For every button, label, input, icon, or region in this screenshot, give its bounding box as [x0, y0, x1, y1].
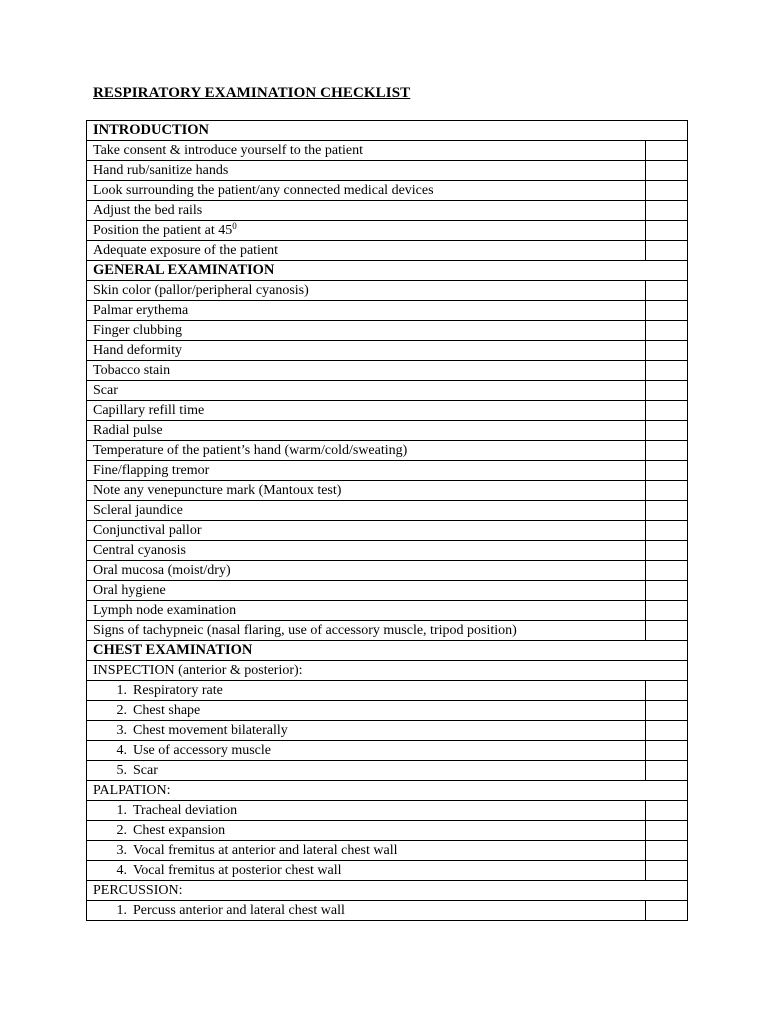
item-label — [87, 821, 646, 841]
table-row — [87, 761, 688, 781]
checkbox-cell[interactable] — [645, 521, 687, 541]
checkbox-cell[interactable] — [645, 221, 687, 241]
table-row — [87, 141, 688, 161]
checkbox-cell[interactable] — [645, 721, 687, 741]
table-row — [87, 561, 688, 581]
table-row — [87, 381, 688, 401]
table-row — [87, 901, 688, 921]
checkbox-cell[interactable] — [645, 841, 687, 861]
checkbox-cell[interactable] — [645, 461, 687, 481]
table-row — [87, 701, 688, 721]
checkbox-cell[interactable] — [645, 321, 687, 341]
table-row — [87, 821, 688, 841]
item-label: Hand deformity — [87, 341, 646, 361]
checkbox-cell[interactable] — [645, 281, 687, 301]
table-row — [87, 481, 688, 501]
item-label: Capillary refill time — [87, 401, 646, 421]
table-row — [87, 521, 688, 541]
table-row — [87, 801, 688, 821]
table-row — [87, 501, 688, 521]
table-row — [87, 181, 688, 201]
item-label — [87, 861, 646, 881]
item-text: Tracheal deviation — [133, 803, 238, 818]
table-row — [87, 281, 688, 301]
subsection-label: PERCUSSION: — [87, 881, 688, 901]
item-label: Central cyanosis — [87, 541, 646, 561]
checklist-table — [86, 120, 688, 921]
item-number: 1. — [116, 903, 127, 918]
item-text: Chest expansion — [133, 823, 226, 838]
item-text: Chest shape — [133, 703, 201, 718]
checkbox-cell[interactable] — [645, 601, 687, 621]
table-row — [87, 301, 688, 321]
item-label: Oral hygiene — [87, 581, 646, 601]
checkbox-cell[interactable] — [645, 141, 687, 161]
subsection-row — [87, 661, 688, 681]
table-row — [87, 861, 688, 881]
checkbox-cell[interactable] — [645, 241, 687, 261]
table-row — [87, 161, 688, 181]
table-row — [87, 341, 688, 361]
section-heading-row — [87, 261, 688, 281]
table-row — [87, 321, 688, 341]
item-number: 2. — [116, 703, 127, 718]
item-label: Tobacco stain — [87, 361, 646, 381]
table-row — [87, 841, 688, 861]
checkbox-cell[interactable] — [645, 541, 687, 561]
checkbox-cell[interactable] — [645, 301, 687, 321]
item-label: Scleral jaundice — [87, 501, 646, 521]
subsection-label: PALPATION: — [87, 781, 688, 801]
table-row — [87, 721, 688, 741]
table-row — [87, 541, 688, 561]
item-label: Palmar erythema — [87, 301, 646, 321]
section-heading-row — [87, 121, 688, 141]
item-number: 3. — [116, 843, 127, 858]
item-label: Skin color (pallor/peripheral cyanosis) — [87, 281, 646, 301]
checkbox-cell[interactable] — [645, 701, 687, 721]
item-number: 3. — [116, 723, 127, 738]
checkbox-cell[interactable] — [645, 801, 687, 821]
table-row — [87, 421, 688, 441]
document-title: RESPIRATORY EXAMINATION CHECKLIST — [93, 85, 411, 101]
item-text: Chest movement bilaterally — [133, 723, 288, 738]
checkbox-cell[interactable] — [645, 441, 687, 461]
item-label — [87, 801, 646, 821]
table-row — [87, 581, 688, 601]
item-label: Adjust the bed rails — [87, 201, 646, 221]
item-label: Scar — [87, 381, 646, 401]
item-text: Scar — [133, 763, 158, 778]
subsection-row — [87, 781, 688, 801]
checkbox-cell[interactable] — [645, 561, 687, 581]
section-heading: GENERAL EXAMINATION — [87, 261, 688, 281]
checkbox-cell[interactable] — [645, 361, 687, 381]
table-row — [87, 621, 688, 641]
item-label: Lymph node examination — [87, 601, 646, 621]
item-label: Hand rub/sanitize hands — [87, 161, 646, 181]
item-label — [87, 681, 646, 701]
table-row — [87, 201, 688, 221]
table-row — [87, 681, 688, 701]
item-number: 4. — [116, 743, 127, 758]
table-row — [87, 361, 688, 381]
section-heading: INTRODUCTION — [87, 121, 688, 141]
section-heading-row — [87, 641, 688, 661]
checkbox-cell[interactable] — [645, 681, 687, 701]
checkbox-cell[interactable] — [645, 821, 687, 841]
item-text: Respiratory rate — [133, 683, 223, 698]
table-row — [87, 401, 688, 421]
item-text: Position the patient at 45 — [93, 223, 233, 238]
checkbox-cell[interactable] — [645, 201, 687, 221]
checkbox-cell[interactable] — [645, 341, 687, 361]
item-text: Use of accessory muscle — [133, 743, 272, 758]
checkbox-cell[interactable] — [645, 161, 687, 181]
item-number: 1. — [116, 803, 127, 818]
item-label: Look surrounding the patient/any connected medical devices — [87, 181, 646, 201]
checkbox-cell[interactable] — [645, 501, 687, 521]
checkbox-cell[interactable] — [645, 181, 687, 201]
item-number: 2. — [116, 823, 127, 838]
checkbox-cell[interactable] — [645, 401, 687, 421]
item-label: Take consent & introduce yourself to the patient — [87, 141, 646, 161]
item-label: Fine/flapping tremor — [87, 461, 646, 481]
item-label — [87, 701, 646, 721]
table-row — [87, 461, 688, 481]
checkbox-cell[interactable] — [645, 621, 687, 641]
item-label — [87, 741, 646, 761]
table-row — [87, 241, 688, 261]
checkbox-cell[interactable] — [645, 861, 687, 881]
item-label: Conjunctival pallor — [87, 521, 646, 541]
checkbox-cell[interactable] — [645, 481, 687, 501]
item-label: Oral mucosa (moist/dry) — [87, 561, 646, 581]
item-text: Percuss anterior and lateral chest wall — [133, 903, 345, 918]
item-label: Signs of tachypneic (nasal flaring, use of accessory muscle, tripod position) — [87, 621, 646, 641]
item-text: Vocal fremitus at posterior chest wall — [133, 863, 342, 878]
table-row — [87, 221, 688, 241]
item-label: Radial pulse — [87, 421, 646, 441]
checkbox-cell[interactable] — [645, 381, 687, 401]
item-label: Adequate exposure of the patient — [87, 241, 646, 261]
item-label — [87, 761, 646, 781]
item-label — [87, 721, 646, 741]
item-label — [87, 901, 646, 921]
item-label: Note any venepuncture mark (Mantoux test) — [87, 481, 646, 501]
item-label: Finger clubbing — [87, 321, 646, 341]
checkbox-cell[interactable] — [645, 901, 687, 921]
item-label — [87, 221, 646, 241]
item-number: 5. — [116, 763, 127, 778]
table-row — [87, 441, 688, 461]
item-label: Temperature of the patient’s hand (warm/cold/sweating) — [87, 441, 646, 461]
subsection-label: INSPECTION (anterior & posterior): — [87, 661, 688, 681]
checkbox-cell[interactable] — [645, 761, 687, 781]
degree-superscript: 0 — [232, 221, 237, 231]
checkbox-cell[interactable] — [645, 581, 687, 601]
table-row — [87, 741, 688, 761]
item-number: 1. — [116, 683, 127, 698]
section-heading: CHEST EXAMINATION — [87, 641, 688, 661]
checkbox-cell[interactable] — [645, 421, 687, 441]
table-row — [87, 601, 688, 621]
subsection-row — [87, 881, 688, 901]
item-number: 4. — [116, 863, 127, 878]
item-text: Vocal fremitus at anterior and lateral chest wall — [133, 843, 398, 858]
item-label — [87, 841, 646, 861]
checkbox-cell[interactable] — [645, 741, 687, 761]
